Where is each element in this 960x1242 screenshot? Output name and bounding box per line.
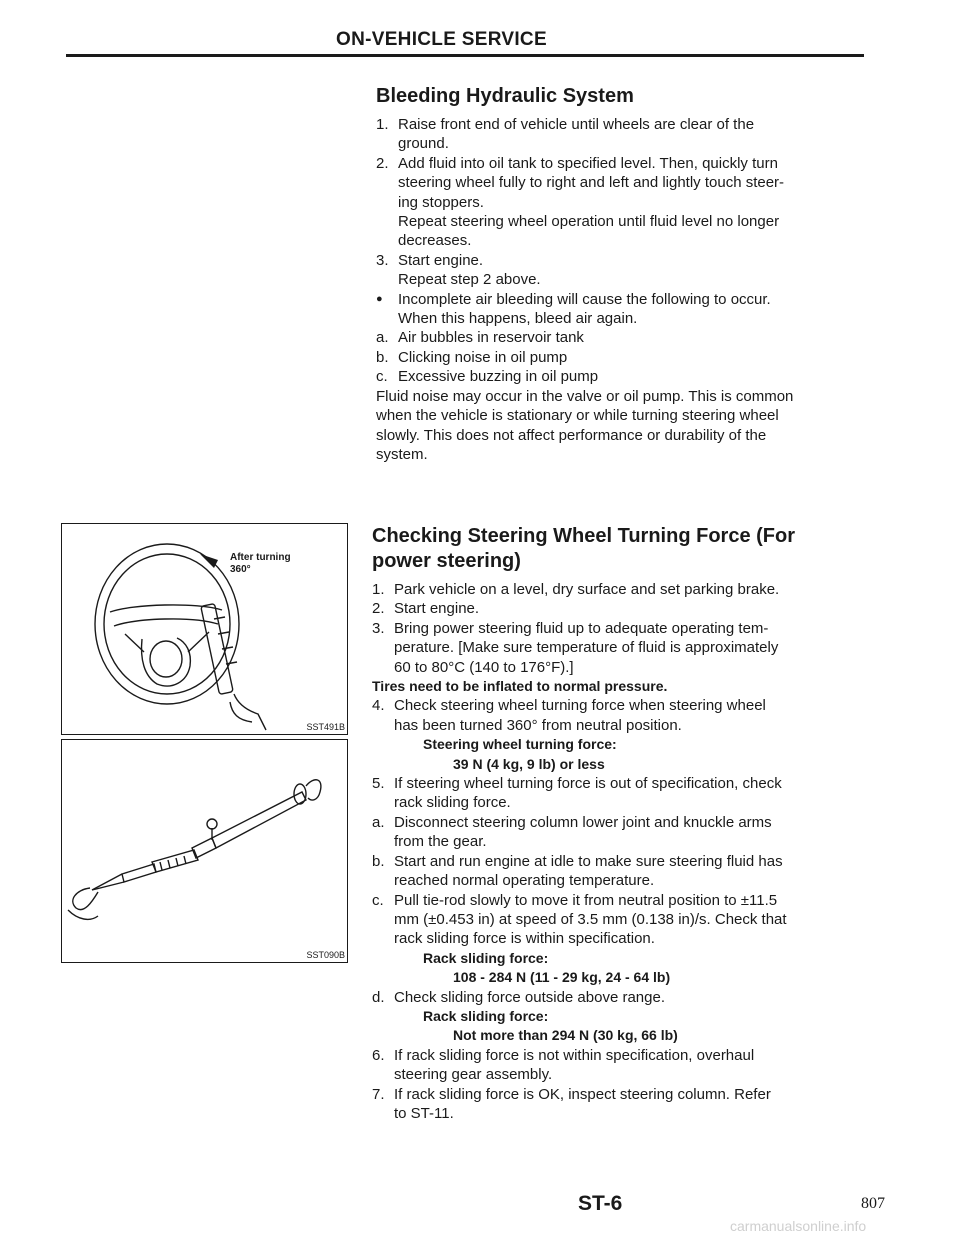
checking-title: Checking Steering Wheel Turning Force (For power steering) xyxy=(372,525,795,572)
list-item-b: b. Start and run engine at idle to make sure steering fluid has xyxy=(372,852,783,870)
step-5: 5. If steering wheel turning force is out of specification, check xyxy=(372,775,782,793)
bullet-item-cont: When this happens, bleed air again. xyxy=(398,310,638,328)
list-item-c-cont: mm (±0.453 in) at speed of 3.5 mm (0.138 in)/s. Check that xyxy=(394,910,787,928)
step-marker: 7. xyxy=(372,1085,385,1103)
step-3-cont: perature. [Make sure temperature of fluid is approximately xyxy=(394,639,779,657)
spec-label: Steering wheel turning force: xyxy=(423,736,617,753)
step-1-cont: ground. xyxy=(398,135,449,153)
checking-section xyxy=(372,524,866,1123)
step-marker: 5. xyxy=(372,775,385,793)
step-6-cont: steering gear assembly. xyxy=(394,1066,553,1084)
step-6: 6. If rack sliding force is not within specification, overhaul xyxy=(372,1046,755,1064)
figure-code: SST491B xyxy=(306,722,345,732)
step-marker: 4. xyxy=(372,697,385,715)
list-item-c: c. Excessive buzzing in oil pump xyxy=(376,368,599,386)
list-marker: a. xyxy=(376,329,389,347)
list-item-c: c. Pull tie-rod slowly to move it from neutral position to ±11.5 xyxy=(372,891,778,909)
note-line: system. xyxy=(376,445,428,463)
note-line: when the vehicle is stationary or while turning steering wheel xyxy=(376,407,779,425)
note-line: slowly. This does not affect performance or durability of the xyxy=(376,426,767,444)
step-1: 1. Park vehicle on a level, dry surface and set parking brake. xyxy=(372,581,780,598)
list-item-a: a. Air bubbles in reservoir tank xyxy=(376,329,584,347)
step-2: 2. Add fluid into oil tank to specified level. Then, quickly turn xyxy=(376,154,778,172)
step-3-cont: Repeat step 2 above. xyxy=(398,271,541,289)
figure-steering-wheel xyxy=(61,523,348,735)
bleeding-title: Bleeding Hydraulic System xyxy=(376,85,634,107)
list-item-a: a. Disconnect steering column lower joint and knuckle arms xyxy=(372,813,772,831)
note-line: Fluid noise may occur in the valve or oil pump. This is common xyxy=(376,387,794,405)
spec-value: Not more than 294 N (30 kg, 66 lb) xyxy=(453,1027,678,1044)
spec-value: 39 N (4 kg, 9 lb) or less xyxy=(453,755,605,772)
step-2-cont: steering wheel fully to right and left and lightly touch steer- xyxy=(398,174,785,192)
step-2-cont: ing stoppers. xyxy=(398,193,484,211)
figure-code: SST090B xyxy=(306,950,345,960)
list-marker: b. xyxy=(372,852,385,870)
watermark: carmanualsonline.info xyxy=(730,1218,867,1234)
spec-label: Rack sliding force: xyxy=(423,1007,549,1024)
step-marker: 3. xyxy=(376,251,389,269)
step-4: 4. Check steering wheel turning force when steering wheel xyxy=(372,697,766,715)
page-code: ST-6 xyxy=(578,1192,623,1215)
bullet-icon: ● xyxy=(376,292,383,305)
rack-illustration xyxy=(62,740,347,962)
step-3-cont: 60 to 80°C (140 to 176°F).] xyxy=(394,658,574,676)
step-7-cont: to ST-11. xyxy=(394,1104,454,1122)
list-item-d: d. Check sliding force outside above range. xyxy=(372,988,665,1006)
list-marker: a. xyxy=(372,813,385,831)
figure-label: After turning 360° xyxy=(230,552,291,575)
page-number: 807 xyxy=(861,1195,885,1212)
step-1: 1. Raise front end of vehicle until wheels are clear of the xyxy=(376,116,755,133)
step-2-cont: decreases. xyxy=(398,232,472,250)
bullet-item: ● Incomplete air bleeding will cause the following to occur. xyxy=(376,290,771,308)
step-marker: 2. xyxy=(372,600,385,618)
list-item-b: b. Clicking noise in oil pump xyxy=(376,348,568,366)
step-7: 7. If rack sliding force is OK, inspect steering column. Refer xyxy=(372,1085,771,1103)
spec-label: Rack sliding force: xyxy=(423,949,549,966)
step-marker: 1. xyxy=(372,581,385,598)
page-header: ON-VEHICLE SERVICE xyxy=(336,29,547,50)
tires-note: Tires need to be inflated to normal pressure. xyxy=(372,678,668,695)
step-marker: 3. xyxy=(372,619,385,637)
header-rule xyxy=(66,54,864,57)
step-3: 3. Bring power steering fluid up to adequate operating tem- xyxy=(372,619,769,637)
step-2: 2. Start engine. xyxy=(372,600,480,618)
list-marker: c. xyxy=(372,891,384,909)
step-marker: 1. xyxy=(376,116,389,133)
list-marker: d. xyxy=(372,988,385,1006)
bleeding-section xyxy=(376,84,866,464)
step-5-cont: rack sliding force. xyxy=(394,794,511,812)
steering-wheel-illustration xyxy=(62,524,347,734)
step-4-cont: has been turned 360° from neutral position. xyxy=(394,716,682,734)
list-item-c-cont: rack sliding force is within specification. xyxy=(394,930,655,948)
step-marker: 2. xyxy=(376,154,389,172)
step-marker: 6. xyxy=(372,1046,385,1064)
figure-rack-force xyxy=(61,739,348,963)
list-item-b-cont: reached normal operating temperature. xyxy=(394,872,655,890)
list-item-a-cont: from the gear. xyxy=(394,833,487,851)
step-3: 3. Start engine. xyxy=(376,251,484,269)
step-2-cont: Repeat steering wheel operation until fluid level no longer xyxy=(398,213,780,231)
list-marker: c. xyxy=(376,368,388,386)
list-marker: b. xyxy=(376,348,389,366)
spec-value: 108 - 284 N (11 - 29 kg, 24 - 64 lb) xyxy=(453,969,671,986)
